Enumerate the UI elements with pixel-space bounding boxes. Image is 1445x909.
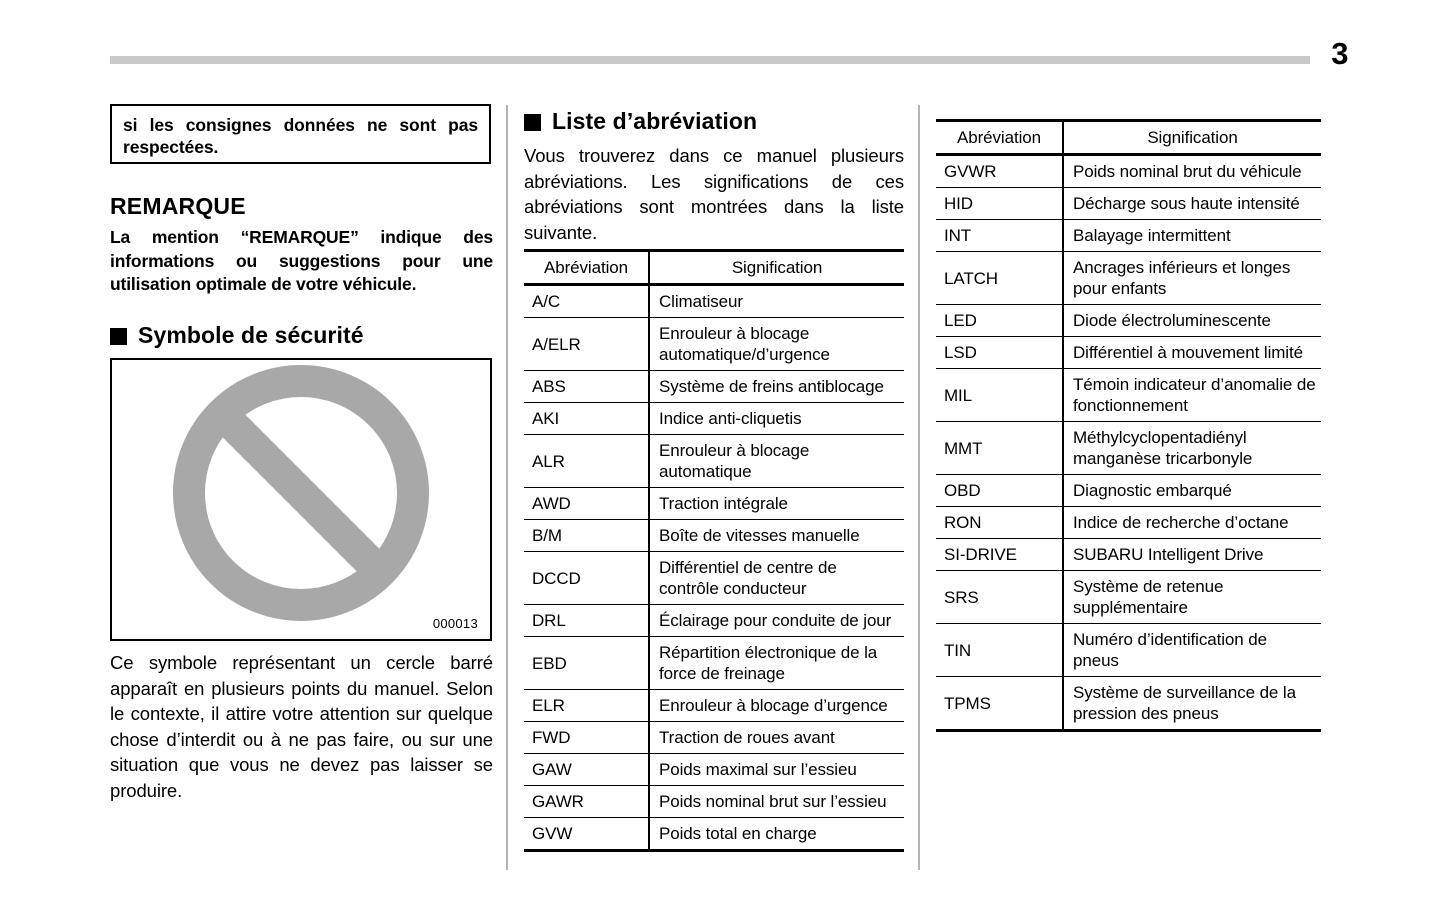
cell-meaning: Diode électroluminescente (1063, 305, 1321, 337)
table-head (936, 121, 1321, 155)
cell-abbreviation: DCCD (524, 552, 649, 605)
table-body-right (936, 155, 1321, 731)
cell-abbreviation: OBD (936, 475, 1063, 507)
square-bullet-icon (110, 328, 127, 345)
column-header-abbreviation: Abréviation (524, 251, 649, 285)
table-row (936, 422, 1321, 475)
cell-abbreviation: INT (936, 220, 1063, 252)
table-row (936, 155, 1321, 188)
cell-abbreviation: GVW (524, 818, 649, 851)
cell-meaning: Système de retenue supplémentaire (1063, 571, 1321, 624)
cell-meaning: Différentiel de centre de contrôle conducteur (649, 552, 904, 605)
cell-abbreviation: TPMS (936, 677, 1063, 731)
cell-abbreviation: ALR (524, 435, 649, 488)
cell-abbreviation: LATCH (936, 252, 1063, 305)
safety-symbol-caption: Ce symbole représentant un cercle barré apparaît en plusieurs points du manuel. Selon le contexte, il attire votre attention sur quelque chose d’interdit ou à ne pas faire, ou sur une situation que vous ne devez pas laisser se produire. (110, 652, 493, 801)
table-row (524, 520, 904, 552)
cell-abbreviation: ABS (524, 371, 649, 403)
table-head (524, 251, 904, 285)
table-row (936, 252, 1321, 305)
figure-id-label: 000013 (432, 616, 478, 631)
table-row (524, 403, 904, 435)
table-row (936, 305, 1321, 337)
cell-meaning: Système de surveillance de la pression des pneus (1063, 677, 1321, 731)
cell-meaning: Témoin indicateur d’anomalie de fonctionnement (1063, 369, 1321, 422)
table-row (524, 754, 904, 786)
cell-abbreviation: HID (936, 188, 1063, 220)
table-row (524, 318, 904, 371)
table-row (936, 220, 1321, 252)
table-row (524, 435, 904, 488)
cell-meaning: Enrouleur à blocage d’urgence (649, 690, 904, 722)
table-row (936, 188, 1321, 220)
cell-abbreviation: A/C (524, 285, 649, 318)
cell-abbreviation: TIN (936, 624, 1063, 677)
cell-meaning: Indice anti-cliquetis (649, 403, 904, 435)
cell-abbreviation: AKI (524, 403, 649, 435)
cell-meaning: Balayage intermittent (1063, 220, 1321, 252)
cell-meaning: Différentiel à mouvement limité (1063, 337, 1321, 369)
cell-abbreviation: ELR (524, 690, 649, 722)
cell-meaning: Poids total en charge (649, 818, 904, 851)
cell-meaning: Enrouleur à blocage automatique (649, 435, 904, 488)
square-bullet-icon (524, 114, 541, 131)
cell-abbreviation: SI-DRIVE (936, 539, 1063, 571)
cell-meaning: Décharge sous haute intensité (1063, 188, 1321, 220)
column-header-meaning: Signification (1063, 121, 1321, 155)
table-row (524, 637, 904, 690)
safety-symbol-heading-label: Symbole de sécurité (138, 322, 364, 348)
page-number: 3 (1331, 36, 1348, 71)
table-row (936, 539, 1321, 571)
cell-meaning: Indice de recherche d’octane (1063, 507, 1321, 539)
column-divider-left (506, 105, 508, 870)
warning-callout-box (110, 104, 491, 164)
cell-meaning: Système de freins antiblocage (649, 371, 904, 403)
table-row (524, 605, 904, 637)
abbreviation-table-right (936, 119, 1321, 732)
cell-abbreviation: AWD (524, 488, 649, 520)
cell-meaning: SUBARU Intelligent Drive (1063, 539, 1321, 571)
abbreviation-table-middle (524, 249, 904, 852)
prohibition-sign-icon (112, 360, 490, 639)
table-row (524, 552, 904, 605)
cell-abbreviation: SRS (936, 571, 1063, 624)
column-header-meaning: Signification (649, 251, 904, 285)
abbreviation-list-heading (524, 108, 757, 135)
cell-meaning: Boîte de vitesses manuelle (649, 520, 904, 552)
cell-abbreviation: MIL (936, 369, 1063, 422)
table-row (524, 818, 904, 851)
table-row (524, 786, 904, 818)
table-row (936, 677, 1321, 731)
table-row (936, 507, 1321, 539)
header-rule (110, 56, 1310, 64)
cell-abbreviation: DRL (524, 605, 649, 637)
cell-abbreviation: GAWR (524, 786, 649, 818)
table-header-row (936, 121, 1321, 155)
abbreviation-list-intro: Vous trouverez dans ce manuel plusieurs abréviations. Les significations de ces abréviations sont montrées dans la liste suivante. (524, 145, 904, 243)
table-row (524, 371, 904, 403)
column-divider-right (918, 105, 920, 870)
table-body-middle (524, 285, 904, 851)
cell-abbreviation: B/M (524, 520, 649, 552)
table-row (936, 369, 1321, 422)
cell-abbreviation: MMT (936, 422, 1063, 475)
cell-meaning: Poids nominal brut du véhicule (1063, 155, 1321, 188)
cell-meaning: Enrouleur à blocage automatique/d’urgence (649, 318, 904, 371)
cell-meaning: Numéro d’identification de pneus (1063, 624, 1321, 677)
cell-meaning: Traction intégrale (649, 488, 904, 520)
table-row (524, 722, 904, 754)
remarque-body-text: La mention “REMARQUE” indique des informations ou suggestions pour une utilisation optimale de votre véhicule. (110, 227, 493, 294)
safety-symbol-heading (110, 322, 364, 349)
cell-abbreviation: EBD (524, 637, 649, 690)
cell-meaning: Répartition électronique de la force de freinage (649, 637, 904, 690)
cell-meaning: Climatiseur (649, 285, 904, 318)
cell-abbreviation: LSD (936, 337, 1063, 369)
abbreviation-list-heading-label: Liste d’abréviation (552, 108, 758, 134)
table-header-row (524, 251, 904, 285)
cell-meaning: Diagnostic embarqué (1063, 475, 1321, 507)
cell-abbreviation: GVWR (936, 155, 1063, 188)
cell-abbreviation: RON (936, 507, 1063, 539)
table-row (936, 337, 1321, 369)
table-row (936, 475, 1321, 507)
remarque-heading: REMARQUE (110, 193, 246, 219)
cell-abbreviation: FWD (524, 722, 649, 754)
column-header-abbreviation: Abréviation (936, 121, 1063, 155)
safety-symbol-figure (110, 358, 492, 641)
cell-meaning: Poids nominal brut sur l’essieu (649, 786, 904, 818)
cell-meaning: Traction de roues avant (649, 722, 904, 754)
table-row (936, 624, 1321, 677)
cell-meaning: Méthylcyclopentadiényl manganèse tricarbonyle (1063, 422, 1321, 475)
table-row (524, 690, 904, 722)
table-row (936, 571, 1321, 624)
warning-callout-text: si les consignes données ne sont pas respectées. (123, 115, 478, 157)
cell-meaning: Ancrages inférieurs et longes pour enfants (1063, 252, 1321, 305)
cell-meaning: Poids maximal sur l’essieu (649, 754, 904, 786)
table-row (524, 488, 904, 520)
table-row (524, 285, 904, 318)
cell-meaning: Éclairage pour conduite de jour (649, 605, 904, 637)
cell-abbreviation: GAW (524, 754, 649, 786)
cell-abbreviation: A/ELR (524, 318, 649, 371)
cell-abbreviation: LED (936, 305, 1063, 337)
